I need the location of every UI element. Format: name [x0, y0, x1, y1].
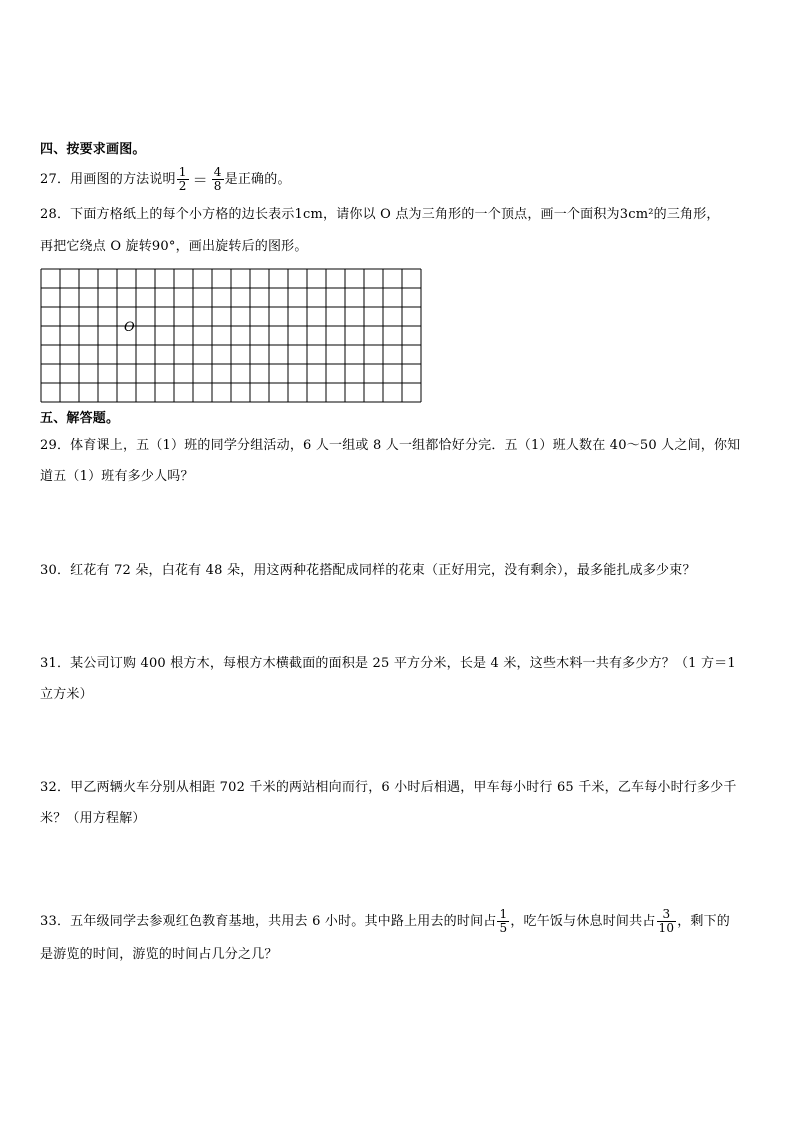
section-heading-problems: 五、解答题。 — [40, 411, 120, 426]
question-27 — [40, 166, 291, 193]
q27-prefix: 27．用画图的方法说明 — [40, 172, 176, 187]
section-heading-drawing: 四、按要求画图。 — [40, 142, 146, 157]
question-33-line1 — [40, 908, 730, 935]
question-28-line1: 28．下面方格纸上的每个小方格的边长表示1cm，请你以 O 点为三角形的一个顶点，画一个面积为3cm²的三角形， — [40, 207, 720, 222]
question-32-line1: 32．甲乙两辆火车分别从相距 702 千米的两站相向而行，6 小时后相遇，甲车每小时行 65 千米，乙车每小时行多少千 — [40, 780, 737, 795]
q33-suffix: ，剩下的 — [677, 914, 731, 929]
question-28-line2: 再把它绕点 O 旋转90°，画出旋转后的图形。 — [40, 239, 308, 254]
fraction-three-tenths — [657, 908, 677, 935]
question-31-line2: 立方米） — [40, 687, 93, 702]
fraction-denominator: 8 — [213, 179, 222, 193]
fraction-one-fifth — [497, 908, 509, 935]
equals-sign: ＝ — [192, 170, 208, 189]
fraction-numerator: 1 — [499, 907, 508, 921]
fraction-numerator: 1 — [178, 165, 187, 179]
fraction-one-half — [177, 166, 189, 193]
q33-middle: ，吃午饭与休息时间共占 — [510, 914, 656, 929]
fraction-four-eighths — [212, 166, 224, 193]
square-grid-paper[interactable] — [40, 268, 422, 404]
question-29-line2: 道五（1）班有多少人吗？ — [40, 469, 194, 484]
fraction-denominator: 2 — [178, 179, 187, 193]
fraction-denominator: 10 — [658, 921, 675, 935]
q33-prefix: 33．五年级同学去参观红色教育基地，共用去 6 小时。其中路上用去的时间占 — [40, 914, 497, 929]
fraction-denominator: 5 — [499, 921, 508, 935]
fraction-numerator: 3 — [657, 908, 677, 922]
q27-suffix: 是正确的。 — [224, 172, 291, 187]
fraction-numerator: 4 — [213, 165, 222, 179]
question-31-line1: 31．某公司订购 400 根方木，每根方木横截面的面积是 25 平方分米，长是 4 米，这些木料一共有多少方？（1 方＝1 — [40, 656, 736, 671]
point-o-label: O — [124, 320, 135, 335]
question-32-line2: 米？（用方程解） — [40, 811, 146, 826]
question-30: 30．红花有 72 朵，白花有 48 朵，用这两种花搭配成同样的花束（正好用完，没有剩余），最多能扎成多少束？ — [40, 563, 696, 578]
question-29-line1: 29．体育课上，五（1）班的同学分组活动，6 人一组或 8 人一组都恰好分完．五（1）班人数在 40～50 人之间，你知 — [40, 438, 741, 453]
question-33-line2: 是游览的时间，游览的时间占几分之几？ — [40, 947, 278, 962]
